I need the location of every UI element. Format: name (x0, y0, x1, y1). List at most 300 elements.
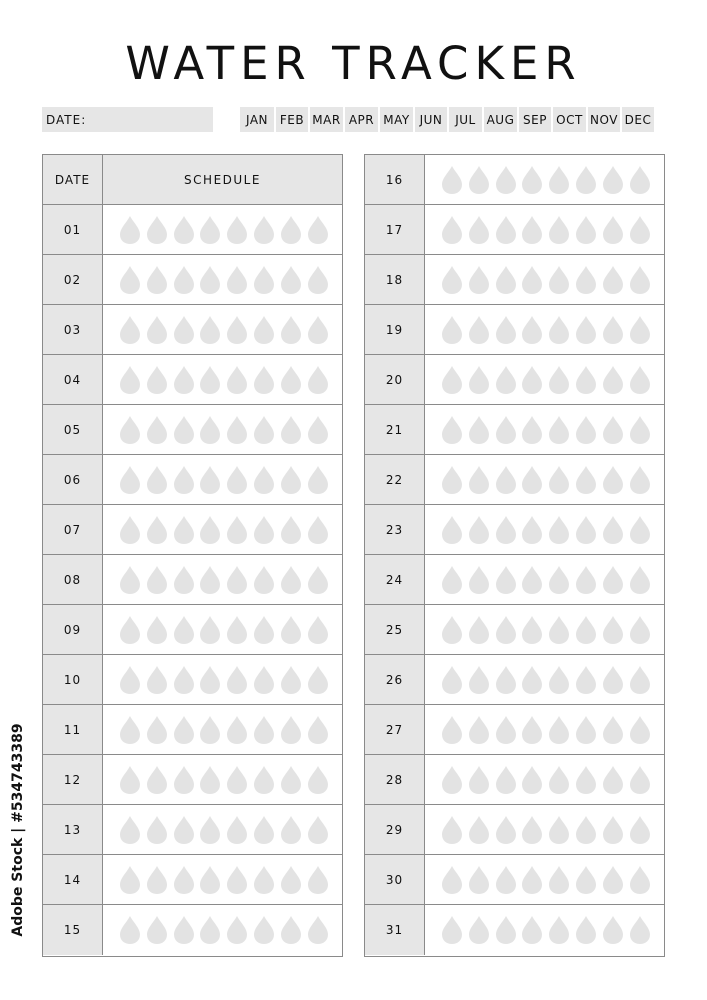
water-drop-icon[interactable] (547, 215, 571, 245)
water-drop-icon[interactable] (494, 365, 518, 395)
water-drop-icon[interactable] (520, 765, 544, 795)
water-drop-icon[interactable] (440, 915, 464, 945)
water-drop-icon[interactable] (628, 815, 652, 845)
table-row (365, 705, 664, 755)
water-drop-icon[interactable] (172, 565, 196, 595)
water-drop-icon[interactable] (440, 715, 464, 745)
water-drop-icon[interactable] (225, 515, 249, 545)
water-drops (425, 855, 664, 904)
water-drop-icon[interactable] (440, 465, 464, 495)
water-drops (425, 305, 664, 354)
water-drop-icon[interactable] (494, 315, 518, 345)
water-drop-icon[interactable] (547, 865, 571, 895)
page-title: WATER TRACKER (125, 37, 582, 90)
water-drop-icon[interactable] (467, 815, 491, 845)
day-number: 15 (43, 905, 103, 955)
water-drop-icon[interactable] (252, 715, 276, 745)
water-drops (103, 305, 342, 354)
water-drop-icon[interactable] (574, 715, 598, 745)
water-drop-icon[interactable] (520, 665, 544, 695)
water-drops (425, 655, 664, 704)
water-drop-icon[interactable] (574, 465, 598, 495)
water-drop-icon[interactable] (225, 365, 249, 395)
water-drop-icon[interactable] (198, 515, 222, 545)
water-drop-icon[interactable] (252, 865, 276, 895)
water-drop-icon[interactable] (145, 415, 169, 445)
water-drop-icon[interactable] (440, 315, 464, 345)
water-drop-icon[interactable] (118, 865, 142, 895)
water-drop-icon[interactable] (628, 415, 652, 445)
water-drop-icon[interactable] (520, 415, 544, 445)
water-drop-icon[interactable] (520, 815, 544, 845)
month-may[interactable]: MAY (380, 107, 413, 132)
water-drop-icon[interactable] (494, 615, 518, 645)
water-drop-icon[interactable] (225, 865, 249, 895)
water-drop-icon[interactable] (198, 465, 222, 495)
water-drop-icon[interactable] (601, 215, 625, 245)
month-jul[interactable]: JUL (449, 107, 482, 132)
month-nov[interactable]: NOV (588, 107, 620, 132)
water-drop-icon[interactable] (145, 915, 169, 945)
water-drop-icon[interactable] (225, 315, 249, 345)
water-drop-icon[interactable] (520, 915, 544, 945)
water-drop-icon[interactable] (225, 615, 249, 645)
water-drop-icon[interactable] (118, 665, 142, 695)
month-oct[interactable]: OCT (553, 107, 586, 132)
water-drop-icon[interactable] (279, 765, 303, 795)
water-drop-icon[interactable] (601, 865, 625, 895)
schedule-column-header: SCHEDULE (103, 155, 342, 204)
water-drop-icon[interactable] (118, 565, 142, 595)
water-drop-icon[interactable] (574, 365, 598, 395)
water-drop-icon[interactable] (520, 465, 544, 495)
water-drop-icon[interactable] (198, 315, 222, 345)
water-drop-icon[interactable] (145, 515, 169, 545)
day-number: 04 (43, 355, 103, 404)
month-mar[interactable]: MAR (310, 107, 343, 132)
water-drop-icon[interactable] (547, 615, 571, 645)
water-drop-icon[interactable] (520, 265, 544, 295)
water-drop-icon[interactable] (279, 265, 303, 295)
water-drop-icon[interactable] (494, 265, 518, 295)
water-drop-icon[interactable] (601, 515, 625, 545)
water-drop-icon[interactable] (494, 165, 518, 195)
water-drop-icon[interactable] (279, 465, 303, 495)
water-drop-icon[interactable] (440, 265, 464, 295)
water-drop-icon[interactable] (494, 915, 518, 945)
day-number: 13 (43, 805, 103, 854)
water-drop-icon[interactable] (601, 365, 625, 395)
water-drop-icon[interactable] (494, 715, 518, 745)
water-drop-icon[interactable] (520, 215, 544, 245)
water-drop-icon[interactable] (574, 515, 598, 545)
water-drop-icon[interactable] (601, 815, 625, 845)
water-drop-icon[interactable] (494, 765, 518, 795)
water-drop-icon[interactable] (520, 715, 544, 745)
water-drop-icon[interactable] (440, 515, 464, 545)
water-drop-icon[interactable] (440, 615, 464, 645)
water-drop-icon[interactable] (467, 615, 491, 645)
water-drop-icon[interactable] (628, 865, 652, 895)
water-drop-icon[interactable] (145, 365, 169, 395)
water-drop-icon[interactable] (574, 165, 598, 195)
water-drop-icon[interactable] (628, 915, 652, 945)
water-drop-icon[interactable] (520, 515, 544, 545)
date-column-header: DATE (43, 155, 103, 204)
water-drop-icon[interactable] (601, 565, 625, 595)
water-drop-icon[interactable] (547, 565, 571, 595)
water-drop-icon[interactable] (279, 865, 303, 895)
water-drop-icon[interactable] (628, 665, 652, 695)
water-drop-icon[interactable] (279, 415, 303, 445)
water-drop-icon[interactable] (494, 865, 518, 895)
water-drop-icon[interactable] (547, 815, 571, 845)
water-drop-icon[interactable] (145, 765, 169, 795)
month-aug[interactable]: AUG (484, 107, 517, 132)
water-drop-icon[interactable] (306, 565, 330, 595)
water-drop-icon[interactable] (440, 815, 464, 845)
water-drop-icon[interactable] (225, 465, 249, 495)
water-drop-icon[interactable] (279, 215, 303, 245)
water-drop-icon[interactable] (547, 515, 571, 545)
date-label: DATE: (46, 113, 87, 127)
water-drops (425, 205, 664, 254)
table-row (43, 255, 342, 305)
water-drop-icon[interactable] (198, 615, 222, 645)
water-drop-icon[interactable] (172, 465, 196, 495)
water-drop-icon[interactable] (198, 265, 222, 295)
water-drop-icon[interactable] (574, 865, 598, 895)
water-drop-icon[interactable] (467, 715, 491, 745)
water-drop-icon[interactable] (628, 365, 652, 395)
water-drop-icon[interactable] (252, 765, 276, 795)
water-drop-icon[interactable] (198, 815, 222, 845)
day-number: 28 (365, 755, 425, 804)
water-drop-icon[interactable] (252, 215, 276, 245)
water-drop-icon[interactable] (225, 265, 249, 295)
water-drop-icon[interactable] (145, 565, 169, 595)
water-drop-icon[interactable] (467, 365, 491, 395)
water-drop-icon[interactable] (547, 415, 571, 445)
water-drop-icon[interactable] (628, 765, 652, 795)
left-tracker-table (42, 154, 343, 957)
water-drop-icon[interactable] (467, 415, 491, 445)
water-drop-icon[interactable] (306, 265, 330, 295)
water-drop-icon[interactable] (252, 365, 276, 395)
water-drop-icon[interactable] (547, 765, 571, 795)
water-drop-icon[interactable] (467, 165, 491, 195)
water-drop-icon[interactable] (520, 165, 544, 195)
water-drop-icon[interactable] (467, 265, 491, 295)
month-selector (240, 107, 654, 132)
water-drop-icon[interactable] (145, 465, 169, 495)
water-drop-icon[interactable] (306, 365, 330, 395)
water-drop-icon[interactable] (252, 815, 276, 845)
water-drop-icon[interactable] (118, 715, 142, 745)
water-drop-icon[interactable] (628, 165, 652, 195)
water-drop-icon[interactable] (467, 665, 491, 695)
table-row (365, 805, 664, 855)
water-drop-icon[interactable] (494, 815, 518, 845)
day-number: 07 (43, 505, 103, 554)
month-feb[interactable]: FEB (276, 107, 308, 132)
water-drop-icon[interactable] (520, 365, 544, 395)
month-apr[interactable]: APR (345, 107, 378, 132)
water-drop-icon[interactable] (118, 365, 142, 395)
water-drop-icon[interactable] (198, 915, 222, 945)
water-drops (425, 255, 664, 304)
water-drop-icon[interactable] (118, 465, 142, 495)
water-drop-icon[interactable] (198, 765, 222, 795)
water-drop-icon[interactable] (145, 715, 169, 745)
water-drop-icon[interactable] (601, 715, 625, 745)
water-drop-icon[interactable] (601, 415, 625, 445)
water-drop-icon[interactable] (252, 565, 276, 595)
water-drop-icon[interactable] (440, 865, 464, 895)
water-drop-icon[interactable] (467, 515, 491, 545)
water-drop-icon[interactable] (440, 365, 464, 395)
water-drop-icon[interactable] (467, 465, 491, 495)
water-drop-icon[interactable] (172, 715, 196, 745)
water-drop-icon[interactable] (306, 215, 330, 245)
water-drop-icon[interactable] (440, 165, 464, 195)
water-drop-icon[interactable] (252, 315, 276, 345)
table-row (43, 205, 342, 255)
water-drop-icon[interactable] (306, 615, 330, 645)
water-drop-icon[interactable] (601, 665, 625, 695)
water-drop-icon[interactable] (279, 665, 303, 695)
water-drop-icon[interactable] (198, 665, 222, 695)
water-drop-icon[interactable] (628, 615, 652, 645)
water-drop-icon[interactable] (172, 215, 196, 245)
water-drop-icon[interactable] (145, 615, 169, 645)
water-drop-icon[interactable] (574, 315, 598, 345)
water-drop-icon[interactable] (172, 415, 196, 445)
water-drop-icon[interactable] (547, 365, 571, 395)
water-drop-icon[interactable] (225, 215, 249, 245)
table-row (365, 605, 664, 655)
water-drop-icon[interactable] (574, 415, 598, 445)
water-drop-icon[interactable] (440, 765, 464, 795)
water-drop-icon[interactable] (574, 215, 598, 245)
water-drop-icon[interactable] (225, 815, 249, 845)
water-drop-icon[interactable] (118, 415, 142, 445)
water-drop-icon[interactable] (198, 715, 222, 745)
water-drop-icon[interactable] (494, 565, 518, 595)
table-row (43, 755, 342, 805)
water-drop-icon[interactable] (279, 315, 303, 345)
water-drop-icon[interactable] (145, 865, 169, 895)
water-drop-icon[interactable] (494, 465, 518, 495)
date-field[interactable] (42, 107, 213, 132)
water-drop-icon[interactable] (628, 515, 652, 545)
water-drop-icon[interactable] (225, 415, 249, 445)
water-drop-icon[interactable] (118, 515, 142, 545)
water-drop-icon[interactable] (225, 765, 249, 795)
water-drop-icon[interactable] (172, 365, 196, 395)
day-number: 03 (43, 305, 103, 354)
water-drop-icon[interactable] (601, 165, 625, 195)
water-drop-icon[interactable] (118, 765, 142, 795)
water-drop-icon[interactable] (520, 865, 544, 895)
water-drop-icon[interactable] (547, 665, 571, 695)
water-drop-icon[interactable] (118, 615, 142, 645)
water-drop-icon[interactable] (547, 265, 571, 295)
day-number: 18 (365, 255, 425, 304)
water-drop-icon[interactable] (440, 565, 464, 595)
water-drop-icon[interactable] (520, 615, 544, 645)
water-drop-icon[interactable] (225, 715, 249, 745)
water-drop-icon[interactable] (145, 265, 169, 295)
water-drop-icon[interactable] (628, 315, 652, 345)
water-drop-icon[interactable] (467, 315, 491, 345)
water-drop-icon[interactable] (520, 565, 544, 595)
water-drop-icon[interactable] (279, 365, 303, 395)
water-drop-icon[interactable] (198, 415, 222, 445)
water-drop-icon[interactable] (279, 515, 303, 545)
table-row (365, 905, 664, 955)
water-drop-icon[interactable] (628, 265, 652, 295)
water-drop-icon[interactable] (601, 265, 625, 295)
water-drop-icon[interactable] (252, 415, 276, 445)
water-drop-icon[interactable] (198, 215, 222, 245)
water-drop-icon[interactable] (628, 715, 652, 745)
water-drop-icon[interactable] (225, 665, 249, 695)
water-drop-icon[interactable] (279, 715, 303, 745)
water-drop-icon[interactable] (306, 865, 330, 895)
water-drop-icon[interactable] (306, 415, 330, 445)
water-drop-icon[interactable] (628, 565, 652, 595)
water-drop-icon[interactable] (198, 365, 222, 395)
water-drop-icon[interactable] (306, 765, 330, 795)
water-drop-icon[interactable] (467, 565, 491, 595)
water-drop-icon[interactable] (198, 565, 222, 595)
water-drop-icon[interactable] (172, 515, 196, 545)
water-drop-icon[interactable] (306, 465, 330, 495)
water-drop-icon[interactable] (279, 915, 303, 945)
month-sep[interactable]: SEP (519, 107, 551, 132)
water-drop-icon[interactable] (628, 465, 652, 495)
water-drops (103, 405, 342, 454)
water-drop-icon[interactable] (494, 215, 518, 245)
water-drops (103, 705, 342, 754)
water-drop-icon[interactable] (574, 615, 598, 645)
month-jan[interactable]: JAN (240, 107, 274, 132)
water-drop-icon[interactable] (467, 865, 491, 895)
water-drop-icon[interactable] (547, 165, 571, 195)
water-drop-icon[interactable] (574, 765, 598, 795)
water-drop-icon[interactable] (118, 265, 142, 295)
water-drop-icon[interactable] (306, 515, 330, 545)
water-drop-icon[interactable] (145, 815, 169, 845)
water-drop-icon[interactable] (601, 465, 625, 495)
water-drop-icon[interactable] (172, 615, 196, 645)
water-drop-icon[interactable] (172, 665, 196, 695)
water-drop-icon[interactable] (252, 265, 276, 295)
water-drop-icon[interactable] (306, 715, 330, 745)
water-drop-icon[interactable] (306, 315, 330, 345)
water-drop-icon[interactable] (279, 615, 303, 645)
water-drop-icon[interactable] (547, 465, 571, 495)
water-drop-icon[interactable] (574, 265, 598, 295)
water-drop-icon[interactable] (145, 215, 169, 245)
water-drop-icon[interactable] (172, 915, 196, 945)
water-drop-icon[interactable] (118, 915, 142, 945)
water-drop-icon[interactable] (279, 565, 303, 595)
month-jun[interactable]: JUN (415, 107, 447, 132)
water-drop-icon[interactable] (574, 815, 598, 845)
day-number: 11 (43, 705, 103, 754)
water-drop-icon[interactable] (306, 815, 330, 845)
water-drop-icon[interactable] (467, 765, 491, 795)
water-drops (425, 155, 664, 204)
water-drop-icon[interactable] (494, 515, 518, 545)
water-drop-icon[interactable] (172, 815, 196, 845)
water-drop-icon[interactable] (306, 665, 330, 695)
table-row (43, 655, 342, 705)
month-dec[interactable]: DEC (622, 107, 654, 132)
water-drop-icon[interactable] (118, 215, 142, 245)
water-drop-icon[interactable] (198, 865, 222, 895)
water-drop-icon[interactable] (252, 915, 276, 945)
water-drop-icon[interactable] (494, 415, 518, 445)
water-drop-icon[interactable] (574, 915, 598, 945)
right-tracker-table (364, 154, 665, 957)
water-drop-icon[interactable] (145, 665, 169, 695)
water-drops (103, 355, 342, 404)
water-drop-icon[interactable] (145, 315, 169, 345)
water-drop-icon[interactable] (494, 665, 518, 695)
water-drops (103, 805, 342, 854)
water-drop-icon[interactable] (252, 615, 276, 645)
water-drop-icon[interactable] (601, 915, 625, 945)
water-drop-icon[interactable] (574, 665, 598, 695)
water-drop-icon[interactable] (225, 565, 249, 595)
water-drop-icon[interactable] (172, 765, 196, 795)
water-drops (103, 655, 342, 704)
water-drop-icon[interactable] (440, 415, 464, 445)
water-drop-icon[interactable] (252, 515, 276, 545)
table-row (365, 405, 664, 455)
water-drop-icon[interactable] (601, 315, 625, 345)
water-drop-icon[interactable] (118, 315, 142, 345)
water-drop-icon[interactable] (440, 665, 464, 695)
water-drop-icon[interactable] (172, 315, 196, 345)
water-drop-icon[interactable] (306, 915, 330, 945)
water-drop-icon[interactable] (225, 915, 249, 945)
water-drop-icon[interactable] (628, 215, 652, 245)
table-row (365, 855, 664, 905)
water-drop-icon[interactable] (547, 915, 571, 945)
water-drop-icon[interactable] (601, 615, 625, 645)
water-drop-icon[interactable] (467, 215, 491, 245)
water-drop-icon[interactable] (118, 815, 142, 845)
water-drop-icon[interactable] (172, 865, 196, 895)
water-drop-icon[interactable] (547, 315, 571, 345)
water-drop-icon[interactable] (520, 315, 544, 345)
day-number: 16 (365, 155, 425, 204)
water-drop-icon[interactable] (172, 265, 196, 295)
table-row (365, 755, 664, 805)
water-drop-icon[interactable] (601, 765, 625, 795)
water-drop-icon[interactable] (440, 215, 464, 245)
water-drop-icon[interactable] (279, 815, 303, 845)
water-drop-icon[interactable] (252, 665, 276, 695)
water-drop-icon[interactable] (547, 715, 571, 745)
water-drop-icon[interactable] (252, 465, 276, 495)
water-drop-icon[interactable] (467, 915, 491, 945)
water-drop-icon[interactable] (574, 565, 598, 595)
